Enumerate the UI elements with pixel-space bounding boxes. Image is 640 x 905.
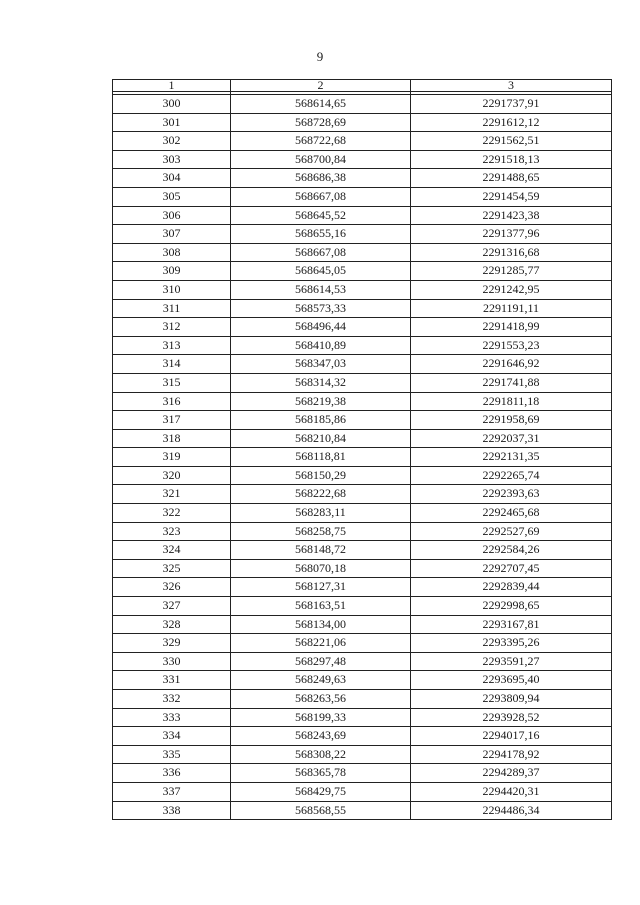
table-row bbox=[113, 708, 612, 727]
table-row bbox=[113, 95, 612, 114]
point-number-cell: 313 bbox=[113, 336, 231, 355]
y-coordinate-cell: 2291811,18 bbox=[411, 392, 612, 411]
point-number-cell: 337 bbox=[113, 782, 231, 801]
x-coordinate-cell: 568283,11 bbox=[231, 504, 411, 523]
y-coordinate-cell: 2293591,27 bbox=[411, 652, 612, 671]
x-coordinate-cell: 568134,00 bbox=[231, 615, 411, 634]
column-header-1: 1 bbox=[113, 80, 231, 92]
y-coordinate-cell: 2291518,13 bbox=[411, 150, 612, 169]
x-coordinate-cell: 568667,08 bbox=[231, 187, 411, 206]
point-number-cell: 316 bbox=[113, 392, 231, 411]
y-coordinate-cell: 2294017,16 bbox=[411, 727, 612, 746]
x-coordinate-cell: 568568,55 bbox=[231, 801, 411, 820]
column-header-2: 2 bbox=[231, 80, 411, 92]
point-number-cell: 320 bbox=[113, 466, 231, 485]
y-coordinate-cell: 2292998,65 bbox=[411, 597, 612, 616]
x-coordinate-cell: 568221,06 bbox=[231, 634, 411, 653]
x-coordinate-cell: 568222,68 bbox=[231, 485, 411, 504]
x-coordinate-cell: 568645,52 bbox=[231, 206, 411, 225]
y-coordinate-cell: 2292527,69 bbox=[411, 522, 612, 541]
point-number-cell: 336 bbox=[113, 764, 231, 783]
y-coordinate-cell: 2292584,26 bbox=[411, 541, 612, 560]
table-row bbox=[113, 764, 612, 783]
x-coordinate-cell: 568614,53 bbox=[231, 280, 411, 299]
y-coordinate-cell: 2291377,96 bbox=[411, 225, 612, 244]
x-coordinate-cell: 568496,44 bbox=[231, 318, 411, 337]
point-number-cell: 327 bbox=[113, 597, 231, 616]
y-coordinate-cell: 2291285,77 bbox=[411, 262, 612, 281]
x-coordinate-cell: 568410,89 bbox=[231, 336, 411, 355]
x-coordinate-cell: 568297,48 bbox=[231, 652, 411, 671]
y-coordinate-cell: 2291488,65 bbox=[411, 169, 612, 188]
table-row bbox=[113, 318, 612, 337]
x-coordinate-cell: 568728,69 bbox=[231, 113, 411, 132]
table-row bbox=[113, 448, 612, 467]
y-coordinate-cell: 2292393,63 bbox=[411, 485, 612, 504]
point-number-cell: 312 bbox=[113, 318, 231, 337]
point-number-cell: 323 bbox=[113, 522, 231, 541]
point-number-cell: 303 bbox=[113, 150, 231, 169]
column-header-3: 3 bbox=[411, 80, 612, 92]
header-row bbox=[113, 80, 612, 92]
table-body bbox=[113, 95, 612, 820]
x-coordinate-cell: 568199,33 bbox=[231, 708, 411, 727]
y-coordinate-cell: 2292265,74 bbox=[411, 466, 612, 485]
y-coordinate-cell: 2291958,69 bbox=[411, 411, 612, 430]
y-coordinate-cell: 2292465,68 bbox=[411, 504, 612, 523]
point-number-cell: 305 bbox=[113, 187, 231, 206]
point-number-cell: 307 bbox=[113, 225, 231, 244]
y-coordinate-cell: 2292037,31 bbox=[411, 429, 612, 448]
x-coordinate-cell: 568667,08 bbox=[231, 243, 411, 262]
table-row bbox=[113, 615, 612, 634]
point-number-cell: 333 bbox=[113, 708, 231, 727]
y-coordinate-cell: 2291646,92 bbox=[411, 355, 612, 374]
point-number-cell: 325 bbox=[113, 559, 231, 578]
page-number: 9 bbox=[316, 49, 324, 64]
table-row bbox=[113, 597, 612, 616]
point-number-cell: 302 bbox=[113, 132, 231, 151]
x-coordinate-cell: 568258,75 bbox=[231, 522, 411, 541]
coordinates-table bbox=[112, 79, 612, 820]
x-coordinate-cell: 568645,05 bbox=[231, 262, 411, 281]
y-coordinate-cell: 2291316,68 bbox=[411, 243, 612, 262]
table-row bbox=[113, 280, 612, 299]
table-row bbox=[113, 336, 612, 355]
y-coordinate-cell: 2294289,37 bbox=[411, 764, 612, 783]
y-coordinate-cell: 2293928,52 bbox=[411, 708, 612, 727]
table-row bbox=[113, 466, 612, 485]
table-row bbox=[113, 541, 612, 560]
y-coordinate-cell: 2293167,81 bbox=[411, 615, 612, 634]
point-number-cell: 319 bbox=[113, 448, 231, 467]
table-row bbox=[113, 262, 612, 281]
point-number-cell: 331 bbox=[113, 671, 231, 690]
table-row bbox=[113, 782, 612, 801]
y-coordinate-cell: 2291553,23 bbox=[411, 336, 612, 355]
y-coordinate-cell: 2291454,59 bbox=[411, 187, 612, 206]
point-number-cell: 328 bbox=[113, 615, 231, 634]
x-coordinate-cell: 568219,38 bbox=[231, 392, 411, 411]
table-row bbox=[113, 299, 612, 318]
x-coordinate-cell: 568308,22 bbox=[231, 745, 411, 764]
table-row bbox=[113, 429, 612, 448]
x-coordinate-cell: 568614,65 bbox=[231, 95, 411, 114]
point-number-cell: 338 bbox=[113, 801, 231, 820]
table-row bbox=[113, 132, 612, 151]
x-coordinate-cell: 568263,56 bbox=[231, 690, 411, 709]
table-row bbox=[113, 690, 612, 709]
point-number-cell: 321 bbox=[113, 485, 231, 504]
point-number-cell: 324 bbox=[113, 541, 231, 560]
y-coordinate-cell: 2291423,38 bbox=[411, 206, 612, 225]
point-number-cell: 304 bbox=[113, 169, 231, 188]
table-header bbox=[113, 80, 612, 95]
y-coordinate-cell: 2292131,35 bbox=[411, 448, 612, 467]
table-row bbox=[113, 206, 612, 225]
x-coordinate-cell: 568249,63 bbox=[231, 671, 411, 690]
table-row bbox=[113, 652, 612, 671]
x-coordinate-cell: 568148,72 bbox=[231, 541, 411, 560]
point-number-cell: 300 bbox=[113, 95, 231, 114]
y-coordinate-cell: 2294486,34 bbox=[411, 801, 612, 820]
x-coordinate-cell: 568365,78 bbox=[231, 764, 411, 783]
table-row bbox=[113, 671, 612, 690]
point-number-cell: 306 bbox=[113, 206, 231, 225]
table-row bbox=[113, 578, 612, 597]
table-row bbox=[113, 355, 612, 374]
table-row bbox=[113, 485, 612, 504]
x-coordinate-cell: 568722,68 bbox=[231, 132, 411, 151]
x-coordinate-cell: 568070,18 bbox=[231, 559, 411, 578]
point-number-cell: 334 bbox=[113, 727, 231, 746]
point-number-cell: 322 bbox=[113, 504, 231, 523]
y-coordinate-cell: 2292839,44 bbox=[411, 578, 612, 597]
x-coordinate-cell: 568127,31 bbox=[231, 578, 411, 597]
point-number-cell: 309 bbox=[113, 262, 231, 281]
y-coordinate-cell: 2291242,95 bbox=[411, 280, 612, 299]
y-coordinate-cell: 2291191,11 bbox=[411, 299, 612, 318]
point-number-cell: 330 bbox=[113, 652, 231, 671]
table-row bbox=[113, 411, 612, 430]
x-coordinate-cell: 568243,69 bbox=[231, 727, 411, 746]
point-number-cell: 301 bbox=[113, 113, 231, 132]
y-coordinate-cell: 2294420,31 bbox=[411, 782, 612, 801]
point-number-cell: 335 bbox=[113, 745, 231, 764]
table-row bbox=[113, 150, 612, 169]
table-row bbox=[113, 745, 612, 764]
table-row bbox=[113, 373, 612, 392]
table-row bbox=[113, 559, 612, 578]
table-row bbox=[113, 727, 612, 746]
point-number-cell: 326 bbox=[113, 578, 231, 597]
y-coordinate-cell: 2291562,51 bbox=[411, 132, 612, 151]
table-row bbox=[113, 801, 612, 820]
x-coordinate-cell: 568686,38 bbox=[231, 169, 411, 188]
table-row bbox=[113, 504, 612, 523]
x-coordinate-cell: 568314,32 bbox=[231, 373, 411, 392]
point-number-cell: 318 bbox=[113, 429, 231, 448]
y-coordinate-cell: 2293809,94 bbox=[411, 690, 612, 709]
point-number-cell: 311 bbox=[113, 299, 231, 318]
x-coordinate-cell: 568347,03 bbox=[231, 355, 411, 374]
table-row bbox=[113, 634, 612, 653]
x-coordinate-cell: 568655,16 bbox=[231, 225, 411, 244]
y-coordinate-cell: 2291418,99 bbox=[411, 318, 612, 337]
table-row bbox=[113, 187, 612, 206]
table-row bbox=[113, 392, 612, 411]
point-number-cell: 314 bbox=[113, 355, 231, 374]
table-row bbox=[113, 113, 612, 132]
y-coordinate-cell: 2291741,88 bbox=[411, 373, 612, 392]
x-coordinate-cell: 568150,29 bbox=[231, 466, 411, 485]
y-coordinate-cell: 2294178,92 bbox=[411, 745, 612, 764]
y-coordinate-cell: 2293695,40 bbox=[411, 671, 612, 690]
x-coordinate-cell: 568118,81 bbox=[231, 448, 411, 467]
y-coordinate-cell: 2291612,12 bbox=[411, 113, 612, 132]
point-number-cell: 315 bbox=[113, 373, 231, 392]
point-number-cell: 332 bbox=[113, 690, 231, 709]
table-row bbox=[113, 169, 612, 188]
x-coordinate-cell: 568163,51 bbox=[231, 597, 411, 616]
table-row bbox=[113, 522, 612, 541]
x-coordinate-cell: 568429,75 bbox=[231, 782, 411, 801]
x-coordinate-cell: 568210,84 bbox=[231, 429, 411, 448]
point-number-cell: 308 bbox=[113, 243, 231, 262]
y-coordinate-cell: 2293395,26 bbox=[411, 634, 612, 653]
x-coordinate-cell: 568700,84 bbox=[231, 150, 411, 169]
x-coordinate-cell: 568573,33 bbox=[231, 299, 411, 318]
x-coordinate-cell: 568185,86 bbox=[231, 411, 411, 430]
point-number-cell: 329 bbox=[113, 634, 231, 653]
table-row bbox=[113, 243, 612, 262]
point-number-cell: 310 bbox=[113, 280, 231, 299]
point-number-cell: 317 bbox=[113, 411, 231, 430]
y-coordinate-cell: 2291737,91 bbox=[411, 95, 612, 114]
table-row bbox=[113, 225, 612, 244]
y-coordinate-cell: 2292707,45 bbox=[411, 559, 612, 578]
